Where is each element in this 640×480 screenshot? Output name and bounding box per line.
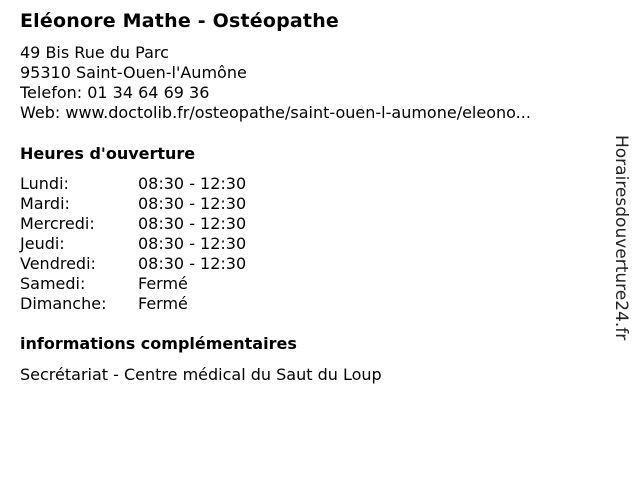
opening-hours-table xyxy=(20,174,320,314)
hours-value: 08:30 - 12:30 xyxy=(138,174,247,193)
hours-value: Fermé xyxy=(138,294,188,313)
hours-value: Fermé xyxy=(138,274,188,293)
site-watermark: Horairesdouverture24.fr xyxy=(611,135,631,341)
day-label: Samedi: xyxy=(20,274,86,293)
day-label: Mercredi: xyxy=(20,214,95,233)
hours-value: 08:30 - 12:30 xyxy=(138,194,247,213)
phone-number[interactable]: Telefon: 01 34 64 69 36 xyxy=(20,83,210,102)
hours-row-tuesday xyxy=(20,194,320,214)
day-label: Lundi: xyxy=(20,174,69,193)
hours-row-monday xyxy=(20,174,320,194)
hours-row-wednesday xyxy=(20,214,320,234)
day-label: Jeudi: xyxy=(20,234,65,253)
hours-value: 08:30 - 12:30 xyxy=(138,254,247,273)
page-title: Eléonore Mathe - Ostéopathe xyxy=(20,10,340,32)
hours-row-saturday xyxy=(20,274,320,294)
day-label: Dimanche: xyxy=(20,294,107,313)
address-street: 49 Bis Rue du Parc xyxy=(20,43,169,62)
opening-hours-heading: Heures d'ouverture xyxy=(20,144,196,163)
hours-value: 08:30 - 12:30 xyxy=(138,234,247,253)
hours-value: 08:30 - 12:30 xyxy=(138,214,247,233)
hours-row-friday xyxy=(20,254,320,274)
contact-block xyxy=(20,43,531,123)
additional-info-heading: informations complémentaires xyxy=(20,334,297,353)
hours-row-thursday xyxy=(20,234,320,254)
website-link[interactable]: Web: www.doctolib.fr/osteopathe/saint-ouen-l-aumone/eleono... xyxy=(20,103,531,122)
hours-row-sunday xyxy=(20,294,320,314)
additional-info-text: Secrétariat - Centre médical du Saut du Loup xyxy=(20,365,382,384)
day-label: Vendredi: xyxy=(20,254,96,273)
day-label: Mardi: xyxy=(20,194,70,213)
address-city: 95310 Saint-Ouen-l'Aumône xyxy=(20,63,247,82)
